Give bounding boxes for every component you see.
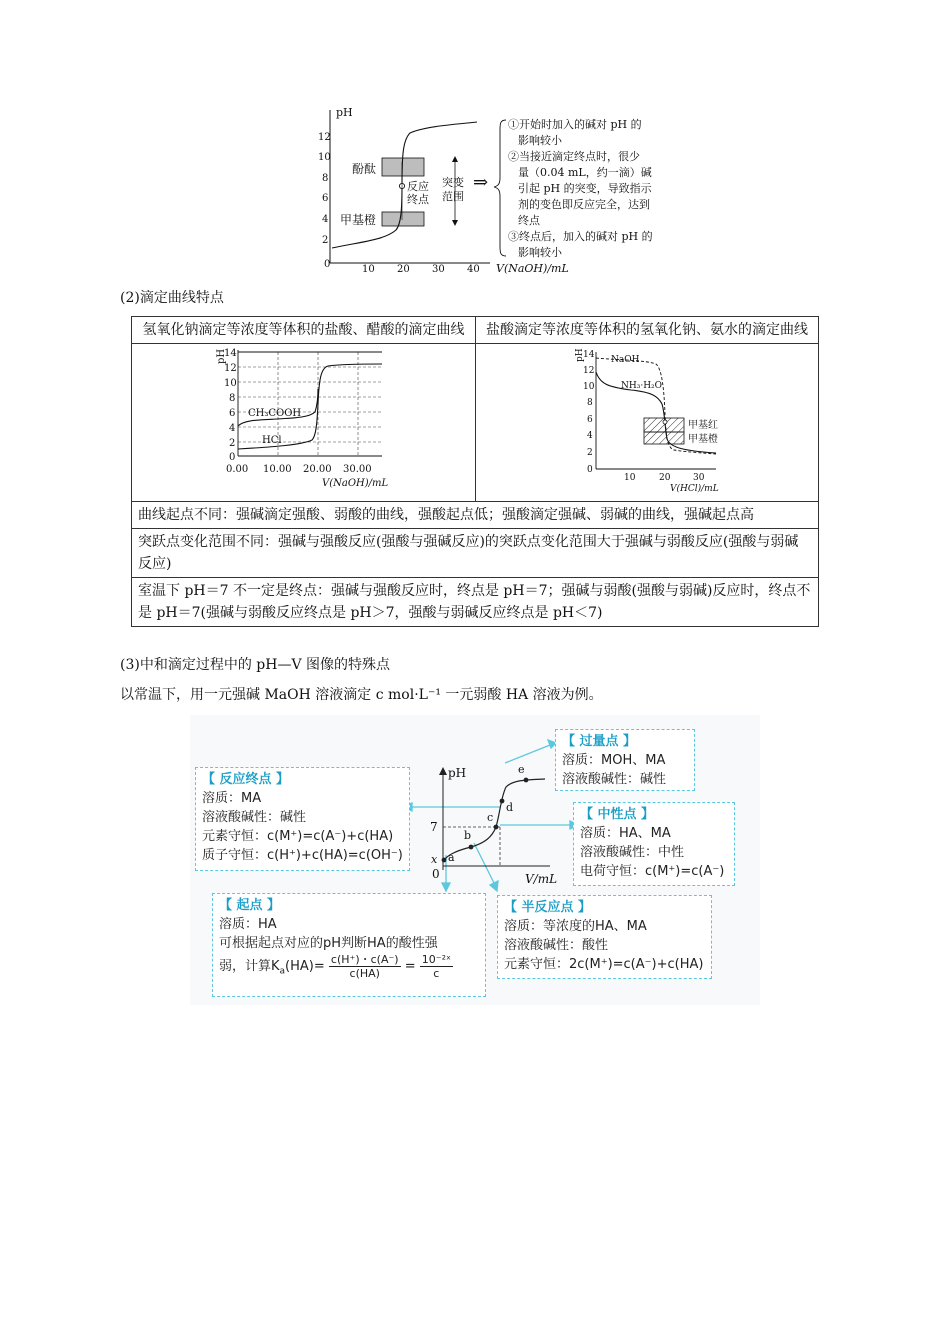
x-tick: 30 xyxy=(432,264,445,275)
endpoint-label-2: 终点 xyxy=(407,193,429,206)
neutral-title: 【 中性点 】 xyxy=(580,807,655,822)
phenolphthalein-label: 酚酞 xyxy=(352,162,377,176)
ka-fraction-1 xyxy=(329,953,401,980)
x-tick: 20.00 xyxy=(303,464,332,475)
section3-heading: (3)中和滴定过程中的 pH—V 图像的特殊点 xyxy=(120,657,391,673)
y-tick: 10 xyxy=(318,152,331,163)
left-chart-cell xyxy=(132,344,476,502)
y-tick: 2 xyxy=(229,438,236,449)
point-d: d xyxy=(506,801,514,814)
frac1-numerator: c(H⁺)・c(A⁻) xyxy=(330,953,399,966)
note-line: ③终点后，加入的碱对 pH 的 xyxy=(508,230,653,243)
y-tick: 12 xyxy=(583,366,595,376)
frac2-numerator: 10⁻²ˣ xyxy=(421,953,451,966)
note-line: ②当接近滴定终点时，很少 xyxy=(508,150,640,163)
y-tick: 12 xyxy=(224,363,237,374)
half-acidity: 溶液酸碱性：酸性 xyxy=(504,938,609,953)
hcl-label: HCl xyxy=(262,435,282,446)
note-line: 终点 xyxy=(518,214,540,227)
endpoint-title: 【 反应终点 】 xyxy=(202,772,290,787)
top-figure-notes xyxy=(508,117,698,261)
y-tick: 2 xyxy=(587,448,593,458)
right-x-label: V(HCl)/mL xyxy=(670,484,719,494)
sp-tick-0: 0 xyxy=(432,867,440,881)
x-tick: 30 xyxy=(693,473,705,483)
half-solute: 溶质：等浓度的HA、MA xyxy=(504,919,647,934)
sp-v-label: V/mL xyxy=(525,872,558,886)
note-line: ①开始时加入的碱对 pH 的 xyxy=(508,118,642,131)
x-tick: 10 xyxy=(362,264,375,275)
endpoint-label-1: 反应 xyxy=(407,180,429,193)
y-tick: 10 xyxy=(583,382,595,392)
start-title: 【 起点 】 xyxy=(219,898,281,913)
y-tick: 12 xyxy=(318,132,331,143)
frac1-denominator: c(HA) xyxy=(349,967,380,980)
y-tick: 4 xyxy=(322,214,329,225)
nh3-label: NH₃·H₂O xyxy=(621,381,663,391)
y-tick: 6 xyxy=(229,408,236,419)
bracket-arrow-up xyxy=(452,156,458,162)
neutral-box xyxy=(573,802,735,886)
table-row-ph7: 室温下 pH＝7 不一定是终点：强碱与强酸反应时，终点是 pH＝7；强碱与弱酸(强酸与弱碱)反应时，终点不是 pH＝7(强碱与弱酸反应终点是 pH＞7，强酸与弱碱反应终点是 pH＜7) xyxy=(132,578,819,627)
note-line: 量（0.04 mL，约一滴）碱 xyxy=(518,166,652,179)
table-header-left: 氢氧化钠滴定等浓度等体积的盐酸、醋酸的滴定曲线 xyxy=(132,317,476,344)
y-tick: 6 xyxy=(322,193,329,204)
ka-subscript: a xyxy=(279,966,286,977)
right-y-label: pH xyxy=(575,348,585,362)
start-line1: 可根据起点对应的pH判断HA的酸性强 xyxy=(219,936,438,951)
ka-tail: (HA)= xyxy=(285,959,325,974)
y-tick: 4 xyxy=(587,431,593,441)
excess-box xyxy=(555,729,695,791)
ka-equals: = xyxy=(404,959,416,974)
excess-title: 【 过量点 】 xyxy=(562,734,637,749)
neutral-acidity: 溶液酸碱性：中性 xyxy=(580,845,685,860)
x-tick: 30.00 xyxy=(343,464,372,475)
half-box xyxy=(497,895,712,979)
endpoint-acidity: 溶液酸碱性：碱性 xyxy=(202,810,307,825)
point-a: a xyxy=(448,851,455,864)
bracket-arrow-down xyxy=(452,220,458,226)
notes-brace xyxy=(494,120,506,256)
sp-tick-7: 7 xyxy=(430,820,438,834)
nh3-endpoint-marker xyxy=(663,420,667,424)
y-tick: 2 xyxy=(322,235,329,246)
section2-heading: (2)滴定曲线特点 xyxy=(120,290,224,306)
ch3cooh-label: CH₃COOH xyxy=(248,408,302,419)
excess-solute: 溶质：MOH、MA xyxy=(562,753,666,768)
y-tick: 14 xyxy=(583,350,595,360)
x-axis-label: V(NaOH)/mL xyxy=(496,262,569,275)
y-tick: 0 xyxy=(587,465,593,475)
y-tick: 14 xyxy=(224,348,237,359)
methyl-orange-label: 甲基橙 xyxy=(340,213,377,227)
jump-range-label-2: 范围 xyxy=(442,190,464,203)
point-b: b xyxy=(464,829,472,842)
y-tick: 0 xyxy=(324,259,331,270)
neutral-charge: 电荷守恒：c(M⁺)=c(A⁻) xyxy=(580,864,725,879)
sp-tick-x: x xyxy=(431,853,438,866)
naoh-label: NaOH xyxy=(611,355,640,365)
table-row-jump-range: 突跃点变化范围不同：强碱与强酸反应(强酸与强碱反应)的突跃点变化范围大于强碱与弱酸反应(强酸与弱碱反应) xyxy=(132,529,819,578)
y-tick: 6 xyxy=(587,415,593,425)
y-axis-label: pH xyxy=(336,106,353,119)
sp-ph-label: pH xyxy=(448,766,467,780)
methyl-orange-label-right: 甲基橙 xyxy=(688,434,718,445)
excess-acidity: 溶液酸碱性：碱性 xyxy=(562,772,667,787)
left-y-label: pH xyxy=(216,348,227,364)
note-line: 剂的变色即反应完全，达到 xyxy=(518,198,650,211)
start-line2: 弱，计算K xyxy=(219,959,280,974)
y-tick: 8 xyxy=(587,398,593,408)
naoh-titration-chart xyxy=(132,344,475,494)
methyl-orange-range xyxy=(382,212,424,226)
ka-fraction-2 xyxy=(420,953,453,980)
start-ka-formula xyxy=(219,953,479,982)
x-tick: 40 xyxy=(467,264,480,275)
y-tick: 8 xyxy=(229,393,236,404)
table-header-right: 盐酸滴定等浓度等体积的氢氧化钠、氨水的滴定曲线 xyxy=(476,317,819,344)
endpoint-element: 元素守恒：c(M⁺)=c(A⁻)+c(HA) xyxy=(202,829,394,844)
methyl-orange-range-right xyxy=(644,432,684,444)
x-tick: 10.00 xyxy=(263,464,292,475)
start-box xyxy=(212,893,486,997)
comparison-table xyxy=(131,316,819,627)
endpoint-solute: 溶质：MA xyxy=(202,791,262,806)
y-tick: 8 xyxy=(322,173,329,184)
right-chart-cell xyxy=(476,344,819,502)
x-tick: 0.00 xyxy=(226,464,249,475)
x-ticks xyxy=(362,264,480,275)
y-ticks xyxy=(318,132,331,270)
left-x-label: V(NaOH)/mL xyxy=(322,478,389,489)
x-tick: 20 xyxy=(659,473,671,483)
neutral-solute: 溶质：HA、MA xyxy=(580,826,671,841)
methyl-red-label: 甲基红 xyxy=(688,420,718,431)
start-solute: 溶质：HA xyxy=(219,917,277,932)
point-c: c xyxy=(487,811,494,824)
endpoint-proton: 质子守恒：c(H⁺)+c(HA)=c(OH⁻) xyxy=(202,848,403,863)
endpoint-box xyxy=(195,767,410,871)
x-tick: 10 xyxy=(624,473,636,483)
note-line: 影响较小 xyxy=(518,246,562,259)
frac2-denominator: c xyxy=(433,967,440,980)
hcl-curve xyxy=(238,364,382,449)
section3-intro: 以常温下，用一元强碱 MaOH 溶液滴定 c mol·L⁻¹ 一元弱酸 HA 溶液为例。 xyxy=(120,687,603,703)
y-tick: 4 xyxy=(229,423,236,434)
y-tick: 0 xyxy=(229,452,236,463)
point-e: e xyxy=(518,763,525,776)
implies-arrow: ⇒ xyxy=(473,172,489,193)
hcl-titration-chart xyxy=(476,344,818,494)
x-tick: 20 xyxy=(397,264,410,275)
half-title: 【 半反应点 】 xyxy=(504,900,592,915)
y-tick: 10 xyxy=(224,378,237,389)
note-line: 影响较小 xyxy=(518,134,562,147)
table-row-start-point: 曲线起点不同：强碱滴定强酸、弱酸的曲线，强酸起点低；强酸滴定强碱、弱碱的曲线，强碱起点高 xyxy=(132,502,819,529)
half-element: 元素守恒：2c(M⁺)=c(A⁻)+c(HA) xyxy=(504,957,704,972)
note-line: 引起 pH 的突变，导致指示 xyxy=(518,182,652,195)
jump-range-label-1: 突变 xyxy=(442,176,464,189)
